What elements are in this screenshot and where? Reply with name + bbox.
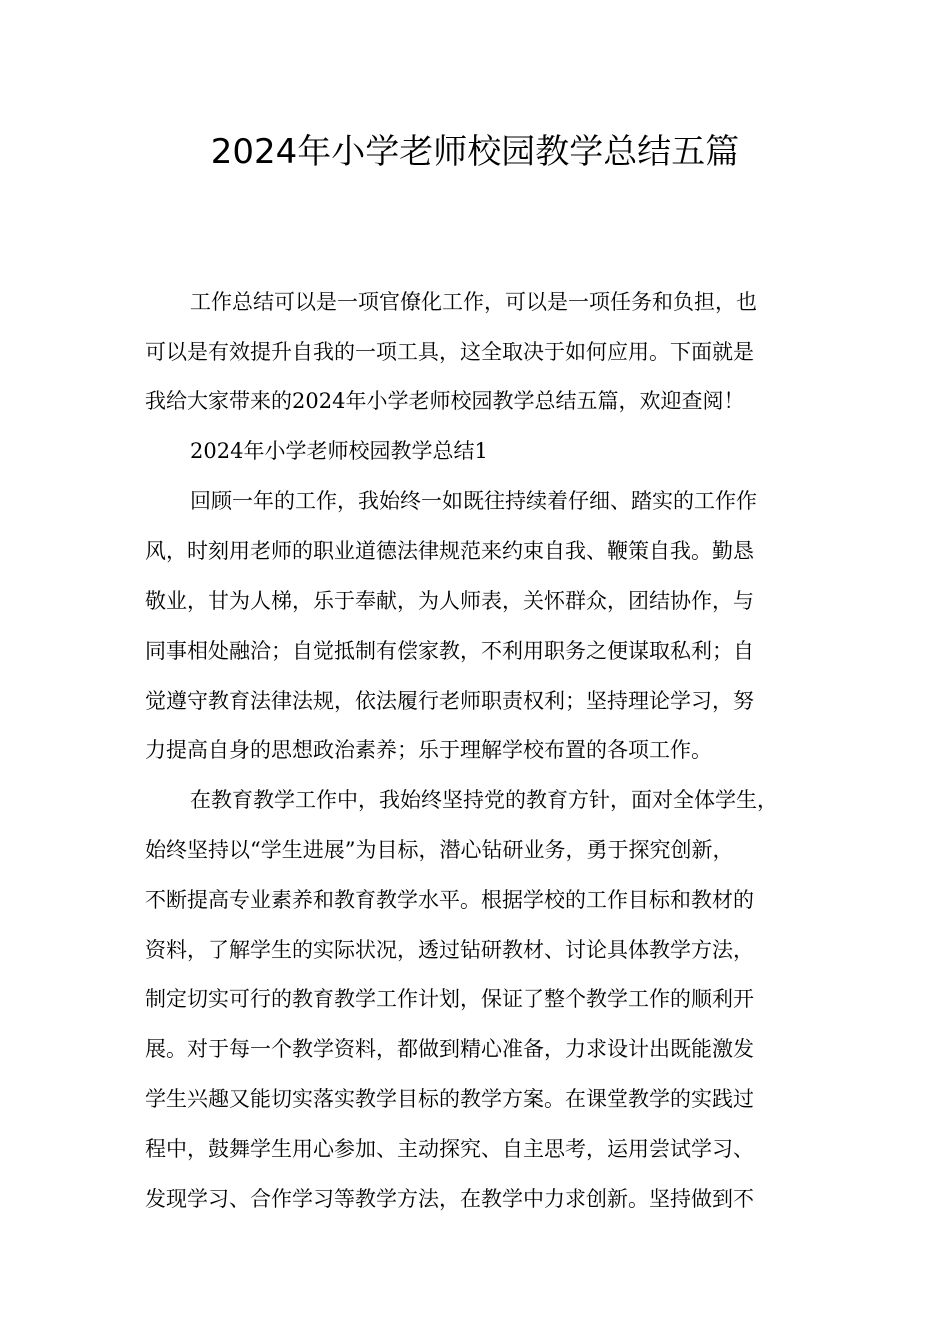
paragraph-line: 始终坚持以“学生进展”为目标，潜心钻研业务，勇于探究创新， [145,838,734,862]
paragraph-line: 敬业，甘为人梯，乐于奉献，为人师表，关怀群众，团结协作，与 [145,589,754,613]
paragraph-line: 可以是有效提升自我的一项工具，这全取决于如何应用。下面就是 [145,340,754,364]
paragraph-line: 风，时刻用老师的职业道德法律规范来约束自我、鞭策自我。勤恳 [145,539,754,563]
paragraph-line: 同事相处融洽；自觉抵制有偿家教，不利用职务之便谋取私利；自 [145,639,754,663]
document-title: 2024年小学老师校园教学总结五篇 [210,132,740,172]
paragraph-line: 力提高自身的思想政治素养；乐于理解学校布置的各项工作。 [145,738,712,762]
paragraph-line: 回顾一年的工作，我始终一如既往持续着仔细、踏实的工作作 [190,489,757,513]
section-heading: 2024年小学老师校园教学总结1 [190,439,488,463]
paragraph-line: 发现学习、合作学习等教学方法，在教学中力求创新。坚持做到不 [145,1187,754,1211]
paragraph-line: 学生兴趣又能切实落实教学目标的教学方案。在课堂教学的实践过 [145,1087,754,1111]
paragraph-line: 工作总结可以是一项官僚化工作，可以是一项任务和负担，也 [190,290,757,314]
paragraph-line: 在教育教学工作中，我始终坚持党的教育方针，面对全体学生， [190,788,778,812]
paragraph-line: 我给大家带来的2024年小学老师校园教学总结五篇，欢迎查阅！ [145,389,745,413]
paragraph-line: 制定切实可行的教育教学工作计划，保证了整个教学工作的顺利开 [145,987,754,1011]
paragraph-line: 展。对于每一个教学资料，都做到精心准备，力求设计出既能激发 [145,1037,754,1061]
paragraph-line: 资料，了解学生的实际状况，透过钻研教材、讨论具体教学方法， [145,938,754,962]
paragraph-line: 不断提高专业素养和教育教学水平。根据学校的工作目标和教材的 [145,888,754,912]
paragraph-line: 程中，鼓舞学生用心参加、主动探究、自主思考，运用尝试学习、 [145,1137,754,1161]
paragraph-line: 觉遵守教育法律法规，依法履行老师职责权利；坚持理论学习，努 [145,689,754,713]
